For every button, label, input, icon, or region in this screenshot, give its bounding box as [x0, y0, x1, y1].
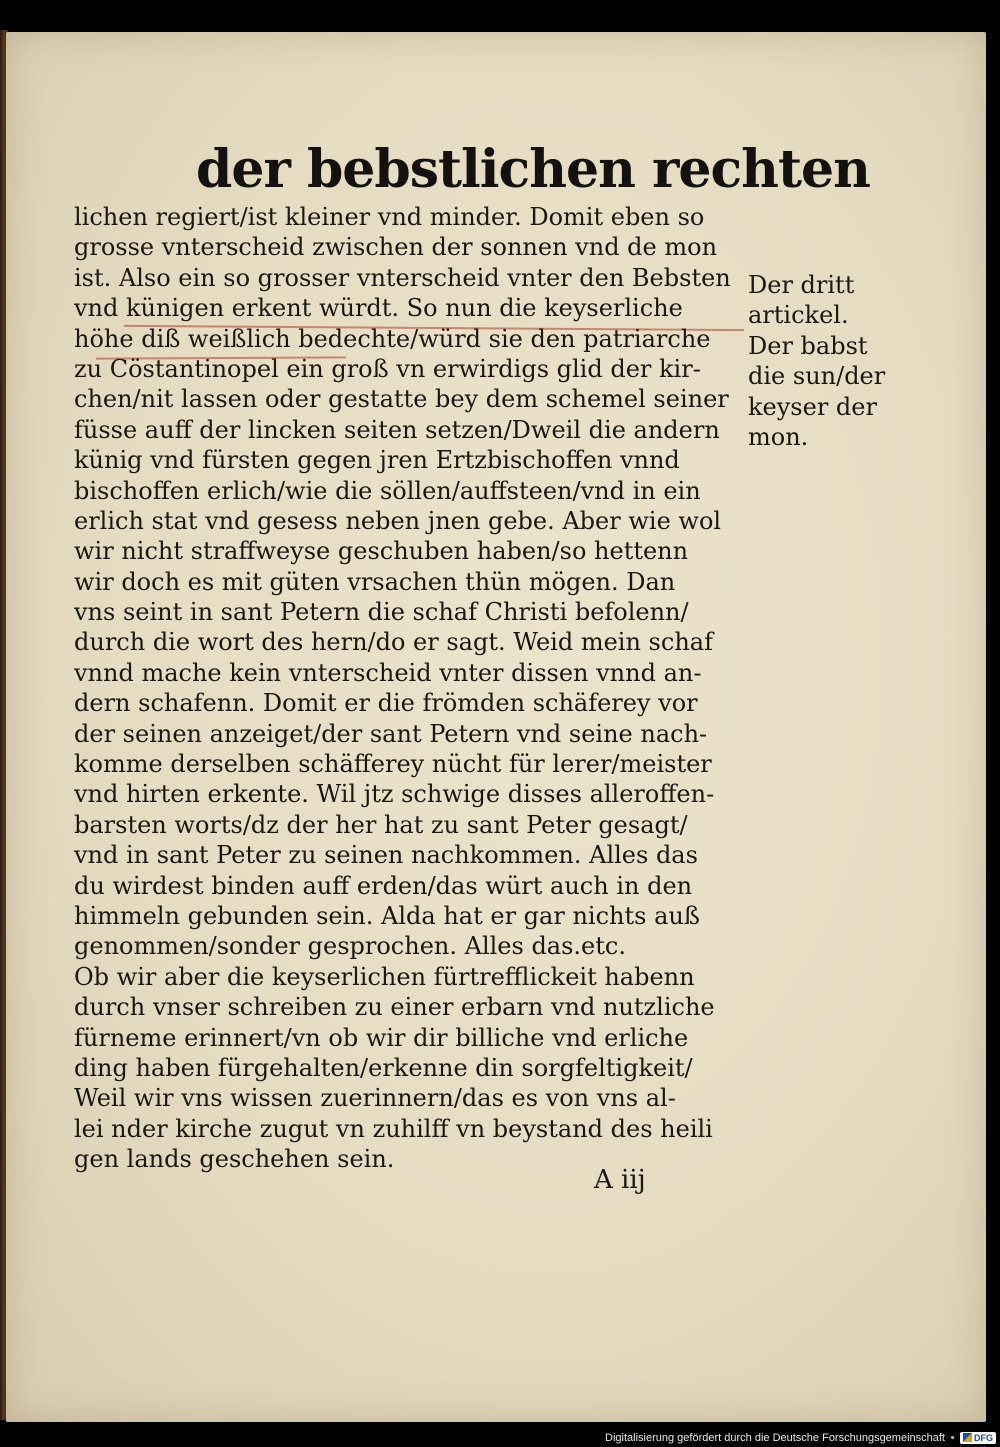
- text-line: vnd künigen erkent würdt. So nun die keyserliche: [74, 294, 683, 323]
- text-line: vns seint in sant Petern die schaf Christi befolenn/: [74, 598, 689, 627]
- marginal-line: Der dritt: [748, 271, 855, 299]
- text-line: vnd hirten erkente. Wil jtz schwige disses alleroffen-: [74, 780, 715, 809]
- running-title: der bebstlichen rechten: [196, 139, 870, 200]
- text-line: dern schafenn. Domit er die frömden schäferey vor: [74, 689, 698, 718]
- footer-credit-bar: [600, 1428, 1000, 1447]
- text-line: ist. Also ein so grosser vnterscheid vnter den Bebsten: [74, 263, 731, 292]
- funding-credit: Digitalisierung gefördert durch die Deutsche Forschungsgemeinschaft: [605, 1431, 945, 1444]
- marginal-line: mon.: [748, 422, 809, 451]
- text-line: fürneme erinnert/vn ob wir dir billiche vnd erliche: [74, 1023, 689, 1052]
- text-line: bischoffen erlich/wie die söllen/auffsteen/vnd in ein: [74, 476, 701, 505]
- text-line: barsten worts/dz der her hat zu sant Peter gesagt/: [74, 810, 688, 839]
- dfg-logo-icon: [963, 1433, 972, 1442]
- text-line: höhe diß weißlich bedechte/würd sie den patriarche: [74, 324, 711, 353]
- signature-mark: A iij: [594, 1165, 646, 1195]
- text-line: wir doch es mit güten vrsachen thün mögen. Dan: [74, 567, 676, 596]
- text-line: Weil wir vns wissen zuerinnern/das es von vns al-: [74, 1084, 676, 1113]
- text-line: zu Cöstantinopel ein groß vn erwirdigs glid der kir-: [74, 354, 701, 383]
- text-line: der seinen anzeiget/der sant Petern vnd seine nach-: [74, 719, 708, 748]
- text-line: erlich stat vnd gesess neben jnen gebe. Aber wie wol: [74, 506, 722, 535]
- text-line: künig vnd fürsten gegen jren Ertzbischoffen vnnd: [74, 446, 680, 475]
- text-line: himmeln gebunden sein. Alda hat er gar nichts auß: [74, 901, 700, 930]
- marginal-line: keyser der: [748, 392, 877, 421]
- marginal-line: artickel.: [748, 301, 849, 330]
- text-line: komme derselben schäfferey nücht für lerer/meister: [74, 750, 712, 779]
- text-line: Ob wir aber die keyserlichen fürtrefflickeit habenn: [74, 962, 695, 991]
- text-line: lichen regiert/ist kleiner vnd minder. Domit eben so: [74, 203, 705, 231]
- text-line: du wirdest binden auff erden/das würt auch in den: [74, 871, 693, 900]
- text-line: füsse auff der lincken seiten setzen/Dweil die andern: [74, 415, 720, 444]
- text-line: vnnd mache kein vnterscheid vnter dissen vnnd an-: [74, 658, 702, 687]
- text-line: grosse vnterscheid zwischen der sonnen vnd de mon: [74, 233, 718, 262]
- text-line: durch vnser schreiben zu einer erbarn vnd nutzliche: [74, 993, 715, 1022]
- marginal-note: [748, 270, 948, 452]
- text-line: lei nder kirche zugut vn zuhilff vn beystand des heili: [74, 1114, 713, 1143]
- book-page: [6, 32, 986, 1422]
- marginal-line: Der babst: [748, 331, 868, 360]
- text-line: genommen/sonder gesprochen. Alles das.etc.: [74, 932, 626, 961]
- text-line: gen lands geschehen sein.: [74, 1145, 395, 1174]
- dfg-logo: [960, 1432, 996, 1444]
- text-line: ding haben fürgehalten/erkenne din sorgfeltigkeit/: [74, 1053, 693, 1082]
- marginal-line: die sun/der: [748, 362, 886, 391]
- text-line: vnd in sant Peter zu seinen nachkommen. Alles das: [74, 841, 698, 870]
- dfg-logo-text: DFG: [974, 1432, 993, 1443]
- separator-dot-icon: [951, 1436, 954, 1439]
- text-line: wir nicht straffweyse geschuben haben/so hettenn: [74, 537, 689, 566]
- text-line: chen/nit lassen oder gestatte bey dem schemel seiner: [74, 385, 729, 414]
- main-text-block: [74, 202, 754, 1175]
- text-line: durch die wort des hern/do er sagt. Weid mein schaf: [74, 628, 713, 657]
